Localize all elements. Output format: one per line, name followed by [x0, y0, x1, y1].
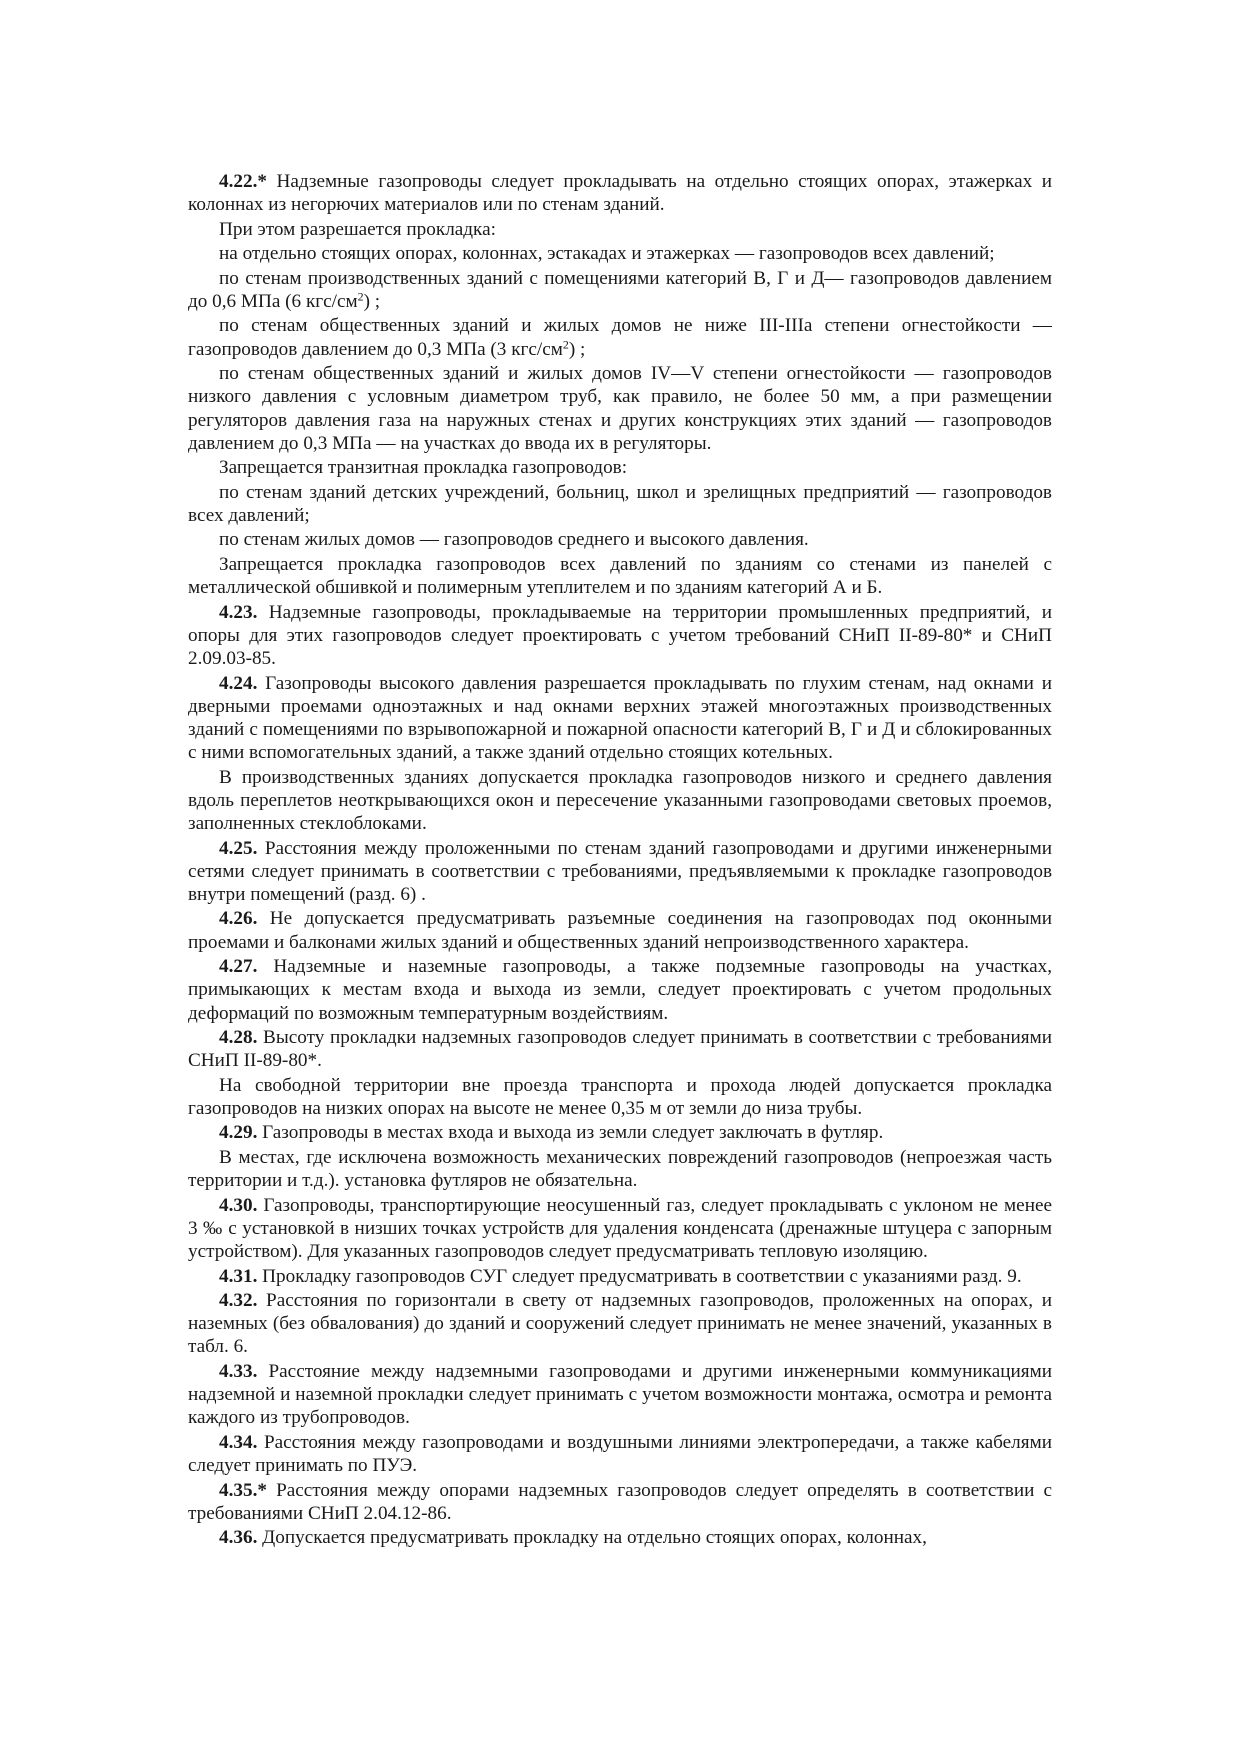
superscript: 2	[357, 289, 364, 304]
paragraph	[188, 1146, 1052, 1192]
paragraph-4-25	[188, 837, 1052, 907]
paragraph-text: Не допускается предусматривать разъемные соединения на газопроводах под оконными проемами и балконами жилых зданий и общественных зданий непроизводственного характера.	[188, 908, 1052, 953]
paragraph	[188, 456, 1052, 479]
paragraph-text: по стенам общественных зданий и жилых домов не ниже III-IIIа степени огнестойкости — газопроводов давлением до 0,3 МПа (3 кгс/см	[188, 315, 1052, 360]
paragraph-4-24	[188, 672, 1052, 765]
clause-number: 4.33.	[219, 1360, 258, 1382]
clause-number: 4.30.	[219, 1194, 258, 1216]
paragraph-4-30	[188, 1194, 1052, 1264]
superscript: 2	[562, 337, 569, 352]
paragraph-4-33	[188, 1360, 1052, 1430]
clause-number: 4.34.	[219, 1431, 258, 1453]
paragraph-text: На свободной территории вне проезда транспорта и прохода людей допускается прокладка газопроводов на низких опорах на высоте не менее 0,35 м от земли до низа трубы.	[188, 1074, 1052, 1119]
paragraph-4-32	[188, 1289, 1052, 1359]
paragraph-4-28	[188, 1026, 1052, 1072]
paragraph-text: Газопроводы в местах входа и выхода из земли следует заключать в футляр.	[257, 1122, 884, 1144]
document-page	[188, 170, 1052, 1550]
clause-number: 4.36.	[219, 1527, 258, 1549]
paragraph	[188, 242, 1052, 265]
paragraph-text: Прокладку газопроводов СУГ следует предусматривать в соответствии с указаниями разд. 9.	[257, 1265, 1022, 1287]
paragraph	[188, 528, 1052, 551]
paragraph-4-27	[188, 955, 1052, 1025]
paragraph-text-end: ) ;	[363, 290, 381, 312]
paragraph-text: на отдельно стоящих опорах, колоннах, эстакадах и этажерках — газопроводов всех давлений;	[219, 243, 995, 265]
paragraph	[188, 267, 1052, 313]
paragraph-text: Расстояния по горизонтали в свету от надземных газопроводов, проложенных на опорах, и наземных (без обвалования) до зданий и сооружений следует принимать не менее значений, указанных в табл. 6.	[188, 1290, 1052, 1358]
paragraph-4-34	[188, 1431, 1052, 1477]
paragraph-4-36	[188, 1526, 1052, 1549]
paragraph-text: Расстояния между газопроводами и воздушными линиями электропередачи, а также кабелями следует принимать по ПУЭ.	[188, 1431, 1052, 1477]
paragraph-text: Расстояние между надземными газопроводами и другими инженерными коммуникациями надземной и наземной прокладки следует принимать с учетом возможности монтажа, осмотра и ремонта каждого из трубопроводов.	[188, 1360, 1052, 1429]
clause-number: 4.24.	[219, 672, 258, 694]
paragraph-text: Надземные газопроводы, прокладываемые на территории промышленных предприятий, и опоры для этих газопроводов следует проектировать с учетом требований СНиП II-89-80* и СНиП 2.09.03-85.	[188, 601, 1052, 670]
paragraph-text: Надземные и наземные газопроводы, а также подземные газопроводы на участках, примыкающих к местам входа и выхода из земли, следует проектировать с учетом продольных деформаций по возможным температурным воздействиям.	[188, 956, 1052, 1024]
paragraph-text: В производственных зданиях допускается прокладка газопроводов низкого и среднего давления вдоль переплетов неоткрывающихся окон и пересечение указанными газопроводами световых проемов, заполненных стеклоблоками.	[188, 766, 1052, 835]
paragraph-text-end: ) ;	[568, 338, 586, 360]
clause-number: 4.26.	[219, 908, 258, 930]
paragraph-text: В местах, где исключена возможность механических повреждений газопроводов (непроезжая часть территории и т.д.). установка футляров не обязательна.	[188, 1146, 1052, 1192]
paragraph-text: по стенам общественных зданий и жилых домов IV—V степени огнестойкости — газопроводов низкого давления с условным диаметром труб, как правило, не более 50 мм, а при размещении регуляторов давления газа на наружных стенах и других конструкциях этих зданий — газопроводов давлением до 0,3 МПа — на участках до ввода их в регуляторы.	[188, 363, 1052, 454]
clause-number: 4.29.	[219, 1122, 258, 1144]
paragraph	[188, 766, 1052, 836]
paragraph-4-26	[188, 907, 1052, 953]
paragraph	[188, 314, 1052, 360]
paragraph	[188, 1074, 1052, 1120]
clause-number: 4.23.	[219, 601, 258, 623]
paragraph	[188, 481, 1052, 527]
paragraph-text: Газопроводы высокого давления разрешается прокладывать по глухим стенам, над окнами и дверными проемами одноэтажных и над окнами верхних этажей многоэтажных производственных зданий с помещениями по взрывопожарной и пожарной опасности категорий В, Г и Д и сблокированных с ними вспомогательных зданий, а также зданий отдельно стоящих котельных.	[188, 672, 1052, 764]
paragraph-text: Высоту прокладки надземных газопроводов следует принимать в соответствии с требованиями СНиП II-89-80*.	[188, 1027, 1052, 1072]
clause-number: 4.28.	[219, 1027, 258, 1049]
paragraph-text: по стенам зданий детских учреждений, больниц, школ и зрелищных предприятий — газопроводов всех давлений;	[188, 481, 1052, 526]
paragraph	[188, 362, 1052, 455]
paragraph-text: Газопроводы, транспортирующие неосушенный газ, следует прокладывать с уклоном не менее 3 ‰ с установкой в низших точках устройств для удаления конденсата (дренажные штуцера с запорным устройством). Для указанных газопроводов следует предусматривать тепловую изоляцию.	[188, 1194, 1052, 1263]
paragraph	[188, 218, 1052, 241]
clause-number: 4.31.	[219, 1265, 258, 1287]
clause-number: 4.22.*	[219, 171, 267, 192]
paragraph-text: по стенам жилых домов — газопроводов среднего и высокого давления.	[219, 529, 809, 551]
paragraph-4-22	[188, 170, 1052, 216]
paragraph-text: Допускается предусматривать прокладку на отдельно стоящих опорах, колоннах,	[257, 1527, 927, 1549]
paragraph-text: по стенам производственных зданий с помещениями категорий В, Г и Д— газопроводов давлением до 0,6 МПа (6 кгс/см	[188, 267, 1052, 312]
paragraph-4-29	[188, 1121, 1052, 1144]
paragraph-text: Запрещается транзитная прокладка газопроводов:	[219, 457, 628, 479]
clause-number: 4.32.	[219, 1290, 258, 1312]
paragraph-text: Расстояния между проложенными по стенам зданий газопроводами и другими инженерными сетями следует принимать в соответствии с требованиями, предъявляемыми к прокладке газопроводов внутри помещений (разд. 6) .	[188, 837, 1052, 905]
paragraph	[188, 553, 1052, 599]
clause-number: 4.25.	[219, 837, 258, 859]
paragraph-text: Запрещается прокладка газопроводов всех давлений по зданиям со стенами из панелей с металлической обшивкой и полимерным утеплителем и по зданиям категорий А и Б.	[188, 553, 1052, 599]
paragraph-4-23	[188, 601, 1052, 671]
paragraph-text: Расстояния между опорами надземных газопроводов следует определять в соответствии с требованиями СНиП 2.04.12-86.	[188, 1479, 1052, 1524]
paragraph-text: Надземные газопроводы следует прокладывать на отдельно стоящих опорах, этажерках и колоннах из негорючих материалов или по стенам зданий.	[188, 171, 1052, 216]
clause-number: 4.27.	[219, 956, 258, 978]
paragraph-4-35	[188, 1479, 1052, 1525]
paragraph-text: При этом разрешается прокладка:	[219, 218, 496, 240]
paragraph-4-31	[188, 1265, 1052, 1288]
clause-number: 4.35.*	[219, 1479, 267, 1501]
